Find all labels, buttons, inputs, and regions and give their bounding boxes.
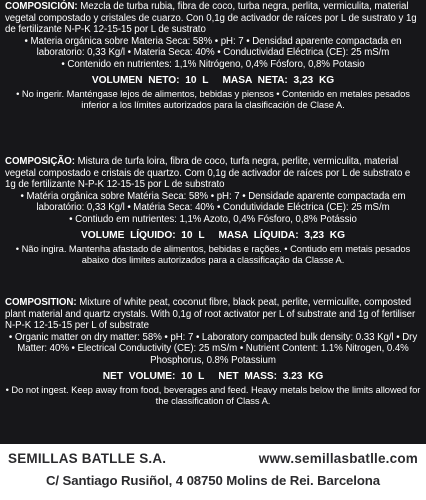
spanish-specs-2: • Contenido en nutrientes: 1,1% Nitrógeno, 0,4% Fósforo, 0,8% Potasio <box>61 58 365 70</box>
english-mass: NET MASS: 3.23 KG <box>218 370 324 382</box>
footer-company-line <box>8 451 418 466</box>
portuguese-composition-label: COMPOSIÇÃO: <box>5 156 75 167</box>
portuguese-warning: • Não ingira. Mantenha afastado de alimentos, bebidas e rações. • Contiudo em metais pesados abaixo dos limites autorizados para a classificação da Classe A. <box>15 243 411 266</box>
company-address: C/ Santiago Rusiñol, 4 08750 Molins de Rei. Barcelona <box>45 473 380 488</box>
portuguese-specs-1: • Matéria orgânica sobre Matéria Seca: 58% • pH: 7 • Densidade aparente compactada em laboratório: 0,33 Kg/l • Matéria Seca: 40% • Condutividade Eléctrica (CE): 25 mS/m <box>20 190 406 214</box>
spanish-composition-text: Mezcla de turba rubia, fibra de coco, turba negra, perlita, vermiculita, material vegetal compostado y cristales de cuarzo. Con 0,1g de activador de raíces por L de sustrato y 1g de fertilizante N-P-K 12-15-15 por L de sustrato <box>5 1 417 36</box>
website-link[interactable]: www.semillasbatlle.com <box>258 451 418 466</box>
english-specs: • Organic matter on dry matter: 58% • pH: 7 • Laboratory compacted bulk density: 0.33 Kg/l • Dry Matter: 40% • Electrical Conductivity (CE): 25 mS/m • Nutrient Content: 1.1% Nitrogen, 0.4% Phosphorus, 0.8% Potassium <box>8 331 418 366</box>
english-volume: NET VOLUME: 10 L <box>102 370 205 382</box>
portuguese-volume-mass <box>5 230 421 242</box>
english-composition-text: Mixture of white peat, coconut fibre, black peat, perlite, vermiculite, composted plant material and quartz crystals. With 0,1g of root activator per L of substrate and 1g of fertiliser N-P-K 12-15-15 per L of substrate <box>5 297 416 332</box>
portuguese-volume: VOLUME LÍQUIDO: 10 L <box>81 229 205 241</box>
english-composition <box>5 297 421 332</box>
portuguese-specs-2: • Contiudo em nutrientes: 1,1% Azoto, 0,4% Fósforo, 0,8% Potássio <box>69 213 357 225</box>
portuguese-mass: MASA LÍQUIDA: 3,23 KG <box>218 229 345 241</box>
spanish-section <box>5 1 421 111</box>
spanish-volume: VOLUMEN NETO: 10 L <box>91 74 209 86</box>
portuguese-section <box>5 156 421 266</box>
spanish-warning: • No ingerir. Manténgase lejos de alimentos, bebidas y piensos • Contenido en metales pesados inferior a los límites autorizados para la clasificación de Clase A. <box>16 88 410 111</box>
spanish-specs-1: • Materia orgánica sobre Materia Seca: 58% • pH: 7 • Densidad aparente compactada en laboratorio: 0,33 Kg/l • Materia Seca: 40% • Conductividad Eléctrica (CE): 25 mS/m <box>24 35 402 59</box>
spanish-volume-mass <box>5 75 421 87</box>
english-composition-label: COMPOSITION: <box>5 297 77 308</box>
english-warning: • Do not ingest. Keep away from food, beverages and feed. Heavy metals below the limits allowed for the classification of Class A. <box>5 384 421 407</box>
spanish-composition <box>5 1 421 36</box>
english-volume-mass <box>5 371 421 383</box>
portuguese-composition <box>5 156 421 191</box>
portuguese-composition-text: Mistura de turfa loira, fibra de coco, turfa negra, perlite, vermiculita, material vegetal compostado e cristais de quartzo. Com 0,1g de activador de raíces por L de substrato e 1g de fertilizante N-P-K 12-15-15 por L de substrato <box>5 156 411 191</box>
english-section <box>5 297 421 407</box>
spanish-composition-label: COMPOSICIÓN: <box>5 1 78 12</box>
company-name: SEMILLAS BATLLE S.A. <box>8 451 167 466</box>
spanish-mass: MASA NETA: 3,23 KG <box>222 74 335 86</box>
